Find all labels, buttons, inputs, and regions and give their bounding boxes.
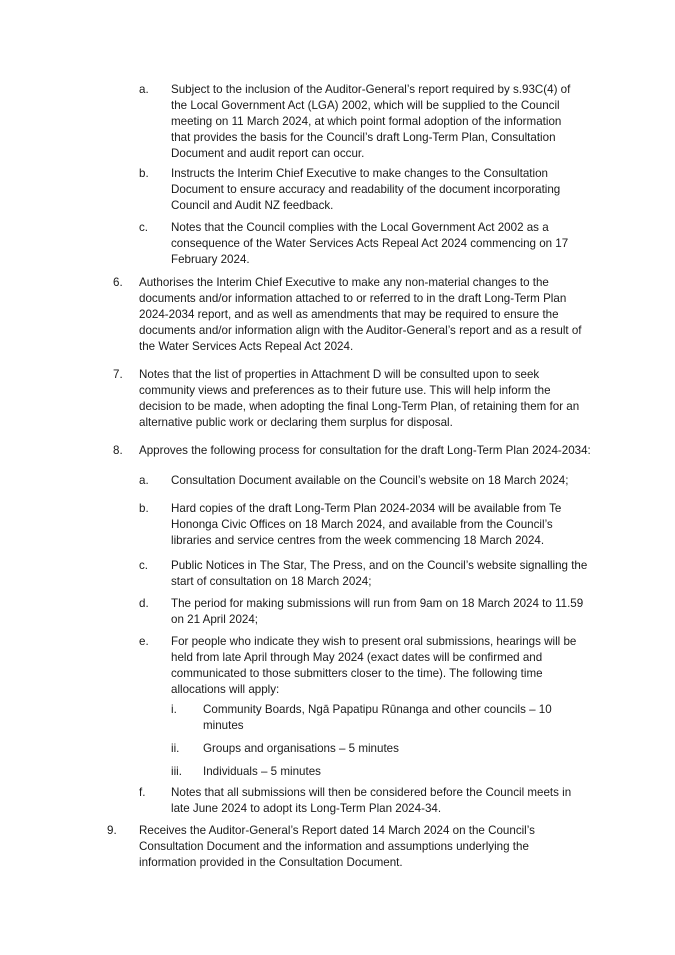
text-line: Hard copies of the draft Long-Term Plan 2024-2034 will be available from Te [171,502,562,515]
text-line: that provides the basis for the Council’s draft Long-Term Plan, Consultation [171,131,556,144]
text-line: Approves the following process for consultation for the draft Long-Term Plan 2024-2034: [139,444,591,457]
text-line: allocations will apply: [171,683,280,696]
text-line: Individuals – 5 minutes [203,765,321,778]
list-marker: c. [139,221,149,234]
text-line: Consultation Document and the information and assumptions underlying the [139,840,529,853]
text-line: Subject to the inclusion of the Auditor-General’s report required by s.93C(4) of [171,83,571,96]
text-line: Consultation Document available on the Council’s website on 18 March 2024; [171,474,569,487]
list-marker: d. [139,597,149,610]
text-line: decision to be made, when adopting the final Long-Term Plan, of retaining them for an [139,400,580,413]
list-marker: c. [139,559,149,572]
list-marker: a. [139,474,149,487]
text-line: alternative public work or declaring them surplus for disposal. [139,416,453,429]
text-line: Notes that all submissions will then be considered before the Council meets in [171,786,572,799]
list-item-text [171,558,591,590]
text-line: Instructs the Interim Chief Executive to make changes to the Consultation [171,167,548,180]
text-line: Authorises the Interim Chief Executive to make any non-material changes to the [139,276,549,289]
text-line: Public Notices in The Star, The Press, and on the Council’s website signalling the [171,559,588,572]
text-line: Notes that the Council complies with the Local Government Act 2002 as a [171,221,549,234]
text-line: Notes that the list of properties in Attachment D will be consulted upon to seek [139,368,540,381]
list-item-text [171,596,591,628]
list-item-text [171,220,591,268]
text-line: start of consultation on 18 March 2024; [171,575,372,588]
list-item-text [203,741,583,757]
list-item-text [171,634,591,698]
text-line: community views and preferences as to their future use. This will help inform the [139,384,551,397]
list-marker: a. [139,83,149,96]
text-line: the Water Services Acts Repeal Act 2024. [139,340,354,353]
list-item-text [139,443,595,459]
text-line: 2024-2034 report, and as well as amendments that may be required to ensure the [139,308,559,321]
text-line: For people who indicate they wish to present oral submissions, hearings will be [171,635,577,648]
list-marker: 8. [113,444,123,457]
text-line: minutes [203,719,244,732]
text-line: meeting on 11 March 2024, at which point formal adoption of the information [171,115,562,128]
text-line: The period for making submissions will run from 9am on 18 March 2024 to 11.59 [171,597,584,610]
text-line: Hononga Civic Offices on 18 March 2024, and available from the Council’s [171,518,553,531]
list-marker: e. [139,635,149,648]
list-marker: f. [139,786,146,799]
text-line: Community Boards, Ngā Papatipu Rūnanga and other councils – 10 [203,703,552,716]
list-marker: 9. [107,824,117,837]
text-line: information provided in the Consultation Document. [139,856,403,869]
list-item-text [139,367,595,431]
list-marker: iii. [171,765,182,778]
list-item-text [171,166,591,214]
list-item-text [139,823,595,871]
text-line: on 21 April 2024; [171,613,259,626]
text-line: libraries and service centres from the week commencing 18 March 2024. [171,534,545,547]
list-marker: ii. [171,742,180,755]
list-item-text [171,785,591,817]
list-marker: b. [139,502,149,515]
list-marker: b. [139,167,149,180]
list-item-text [203,702,583,734]
text-line: late June 2024 to adopt its Long-Term Plan 2024-34. [171,802,442,815]
list-item-text [171,501,591,549]
text-line: Groups and organisations – 5 minutes [203,742,399,755]
text-line: held from late April through May 2024 (exact dates will be confirmed and [171,651,543,664]
text-line: documents and/or information attached to or referred to in the draft Long-Term Plan [139,292,567,305]
list-marker: i. [171,703,177,716]
text-line: the Local Government Act (LGA) 2002, which will be supplied to the Council [171,99,560,112]
text-line: Receives the Auditor-General’s Report dated 14 March 2024 on the Council’s [139,824,535,837]
text-line: February 2024. [171,253,250,266]
text-line: Council and Audit NZ feedback. [171,199,334,212]
text-line: consequence of the Water Services Acts Repeal Act 2024 commencing on 17 [171,237,569,250]
list-item-text [171,473,591,489]
text-line: Document and audit report can occur. [171,147,365,160]
list-item-text [203,764,583,780]
list-item-text [171,82,591,162]
text-line: communicated to those submitters closer to the time). The following time [171,667,543,680]
list-marker: 7. [113,368,123,381]
text-line: Document to ensure accuracy and readability of the document incorporating [171,183,561,196]
text-line: documents and/or information align with the Auditor-General’s report and as a result of [139,324,582,337]
list-item-text [139,275,595,355]
list-marker: 6. [113,276,123,289]
